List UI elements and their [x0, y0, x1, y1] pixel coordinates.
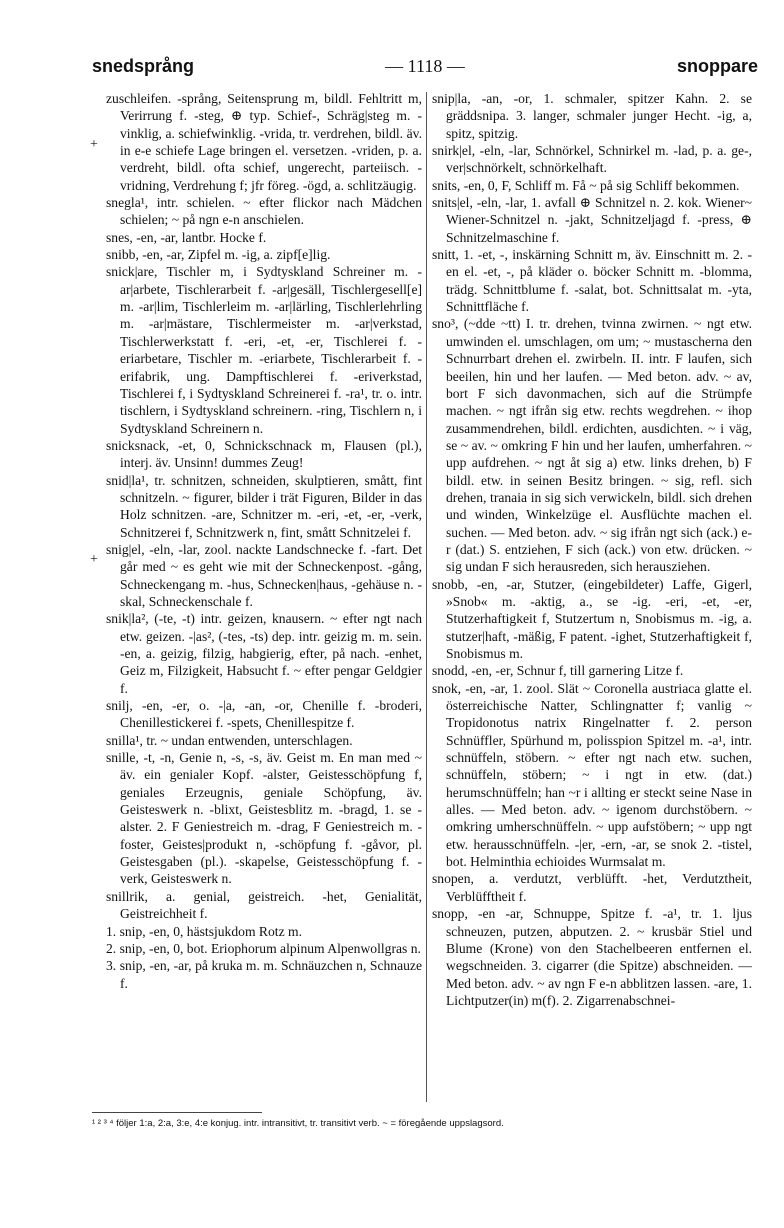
entry: snibb, -en, -ar, Zipfel m. -ig, a. zipf[e]lig.: [106, 247, 331, 263]
column-divider: [426, 92, 427, 1102]
header-last-word: snoppare: [676, 56, 758, 76]
footnote: ¹ ² ³ ⁴ följer 1:a, 2:a, 3:e, 4:e konjug. intr. intransitivt, tr. transitivt verb. ~ = föregående uppslagsord.: [92, 1118, 504, 1129]
entry: snes, -en, -ar, lantbr. Hocke f.: [106, 229, 267, 245]
entry: snodd, -en, -er, Schnur f, till garnering Litze f.: [432, 663, 684, 679]
header-first-word: snedsprång: [92, 56, 195, 76]
entry: snilla¹, tr. ~ undan entwenden, unterschlagen.: [106, 732, 353, 748]
right-column: [432, 90, 752, 1110]
entry: snik|la², (-te, -t) intr. geizen, knausern. ~ efter ngt nach etw. geizen. -|as², (-tes, -ts) dep. intr. geizig m. m. sein. -en, a. geizig, filzig, habgierig, efter, på nach. -enhet, Geiz m, Filzigkeit, Habsucht f. ~ efter pengar Geldgier f.: [106, 611, 422, 696]
entry: snirk|el, -eln, -lar, Schnörkel, Schnirkel m. -lad, p. a. ge-, ver|schnörkelt, schnörkelhaft.: [432, 143, 752, 176]
entry: snig|el, -eln, -lar, zool. nackte Landschnecke f. -fart. Det går med ~ es geht wie mit der Schneckenpost. -gång, Schneckengang m. -hus, Schnecken|haus, -gehäuse n. -skal, Schneckenschale f.: [106, 541, 422, 609]
entry: snicksnack, -et, 0, Schnickschnack m, Flausen (pl.), interj. äv. Unsinn! dummes Zeug!: [106, 437, 422, 471]
entry: snits|el, -eln, -lar, 1. avfall ⊕ Schnitzel n. 2. kok. Wiener~ Wiener-Schnitzel n. -jakt, Schnitzeljagd f. -press, ⊕ Schnitzelmaschine f.: [432, 195, 752, 245]
entry: 1. snip, -en, 0, hästsjukdom Rotz m.: [106, 923, 302, 939]
entry: snok, -en, -ar, 1. zool. Slät ~ Coronella austriaca glatte el. österreichische Natter, Schlingnatter f; vanlig ~ Tropidonotus natrix Ringelnatter f. 2. person Schnüffler, Spürhund m, polisspion Spitzel m. -a¹, intr. schnüffeln, stöbern. ~ efter ngt nach etw. suchen, schnüffeln, stöbern; ~ i ngt in etw. (dat.) herumschnüffeln; han ~r i allting er steckt seine Nase in alles. — Med beton. adv. ~ igenom durchstöbern. ~ omkring umherschnüffeln. ~ upp aufstöbern; ~ upp ngt etw. herausschnüffeln. -|er, -ern, -ar, se snok 2. -tistel, bot. Helminthia echioides Wurmsalat m.: [432, 680, 752, 870]
margin-mark: +: [90, 552, 98, 567]
entry: snille, -t, -n, Genie n, -s, -s, äv. Geist m. En man med ~ äv. ein genialer Kopf. -alster, Geistesschöpfung f, geniales Erzeugnis, geniale Schöpfung, äv. Geisteswerk n. -blixt, Geistesblitz m. -bragd, 1. se -alster. 2. F Geniestreich m. -drag, F Geniestreich m. -foster, Geistes|produkt n, -schöpfung f. -gåvor, pl. Geistesgaben (pl.). -skapelse, Geistesschöpfung f. -verk, Geisteswerk n.: [106, 750, 422, 887]
entry: snip|la, -an, -or, 1. schmaler, spitzer Kahn. 2. se gräddsnipa. 3. langer, schmaler junger Hecht. -ig, a, spitz, spitzig.: [432, 91, 752, 141]
entry: snopen, a. verdutzt, verblüfft. -het, Verdutztheit, Verblüfftheit f.: [432, 871, 752, 904]
entry: snits, -en, 0, F, Schliff m. Få ~ på sig Schliff bekommen.: [432, 177, 740, 193]
entry: snegla¹, intr. schielen. ~ efter flickor nach Mädchen schielen; ~ på ngn e-n anschielen.: [106, 195, 422, 228]
entry: snobb, -en, -ar, Stutzer, (eingebildeter) Laffe, Gigerl, »Snob« m. -aktig, a., se -ig. -eri, -et, -er, Stutzerhaftigkeit f, Stutzertum n, Snobismus m. -ig, a. stutzer|haft, -mäßig, F patent. -ighet, Stutzerhaftigkeit f, Snobismus m.: [432, 576, 752, 661]
left-column: [106, 90, 422, 1110]
entry: 2. snip, -en, 0, bot. Eriophorum alpinum Alpenwollgras n.: [106, 940, 421, 956]
entry: snick|are, Tischler m, i Sydtyskland Schreiner m. -ar|arbete, Tischlerarbeit f. -ar|gesäll, Tischlergesell[e] m. -ar|lim, Tischlerleim m. -ar|lärling, Tischlerlehrling m. -ar|mästare, Tischlermeister m. -ar|verkstad, Tischlerwerkstatt f. -eri, -et, -er, Tischlerei f. -eriarbetare, Tischler m. -eriarbete, Tischlerarbeit f. -erifabrik, ung. Dampftischlerei f. -eriverkstad, Tischlerei f, i Sydtyskland Schreinerei f. -ra¹, tr. o. intr. tischlern, i Sydtyskland schreinern. -ring, Tischlern n, i Sydtyskland Schreinern n.: [106, 264, 422, 436]
page-number: — 1118 —: [385, 56, 465, 76]
entry: snillrik, a. genial, geistreich. -het, Genialität, Geistreichheit f.: [106, 888, 422, 922]
entry: snopp, -en -ar, Schnuppe, Spitze f. -a¹, tr. 1. ljus schneuzen, putzen, abputzen. 2. ~ krusbär Stiel und Blume (Krone) von den Stachelbeeren entfernen el. wegschneiden. 3. cigarrer (die Spitze) abschneiden. — Med beton. adv. ~ av ngn F e-n abblitzen lassen. -are, 1. Lichtputzer(in) m(f). 2. Zigarrenabschnei-: [432, 906, 752, 1008]
margin-mark: +: [90, 137, 98, 152]
entry: snilj, -en, -er, o. -|a, -an, -or, Chenille f. -broderi, Chenillestickerei f. -spets, Chenillespitze f.: [106, 698, 422, 731]
entry: sno³, (~dde ~tt) I. tr. drehen, tvinna zwirnen. ~ ngt etw. umwinden el. umschlagen, om um; ~ mustascherna den Schnurrbart drehen el. zwirbeln. II. intr. F laufen, sich beeilen, hin und her laufen. — Med beton. adv. ~ av, bort F sich davonmachen, sich auf die Strümpfe machen. ~ ngt ifrån sig etw. rechts wegdrehen. ~ ihop zusammendrehen, bildl. erdichten, ausdichten. ~ i väg, se ~ av. ~ omkring F hin und her laufen, umherfahren. ~ upp aufdrehen. ~ ngt åt sig a) etw. links drehen, b) F bildl. etw. in seinen Besitz bringen. ~ sig, refl. sich drehen, tranaia in sig sich verwickeln, bildl. sich drehen und winden, Winkelzüge el. Ausflüchte machen el. suchen. — Med beton. adv. ~ sig ifrån ngt sich (ack.) e-r (dat.) S. entziehen, F sich (ack.) von etw. drücken. ~ sig undan F sich herausreden, sich herausziehen.: [432, 316, 752, 575]
footnote-rule: [92, 1112, 262, 1113]
entry: snitt, 1. -et, -, inskärning Schnitt m, äv. Einschnitt m. 2. -en el. -et, -, på kläder o. böcker Schnitt m. -blomma, trädg. Schnittblume f. -salat, bot. Schnittsalat m. -yta, Schnittfläche f.: [432, 247, 752, 315]
entry: snid|la¹, tr. schnitzen, schneiden, skulptieren, smått, fint schnitzeln. ~ figurer, bilder i trät Figuren, Bilder in das Holz schnitzen. -are, Schnitzer m. -eri, -et, -er, -verk, Schnitzerei f, Schnitzwerk n, fint, smått Schnitzelei f.: [106, 472, 422, 540]
running-header: [92, 56, 758, 86]
entry: zuschleifen. -språng, Seitensprung m, bildl. Fehltritt m, Verirrung f. -steg, ⊕ typ. Schief-, Schräg|steg m. -vinklig, a. schiefwinklig. -vrida, tr. verdrehen, bildl. äv. in e-e schiefe Lage bringen el. versetzen. -vriden, p. a. verdreht, bildl. ofta schief, ungerecht, parteiisch. -vridning, Verdrehung f; jfr föreg. -ögd, a. schlitzäugig.: [106, 91, 422, 193]
entry: 3. snip, -en, -ar, på kruka m. m. Schnäuzchen n, Schnauze f.: [106, 958, 422, 991]
